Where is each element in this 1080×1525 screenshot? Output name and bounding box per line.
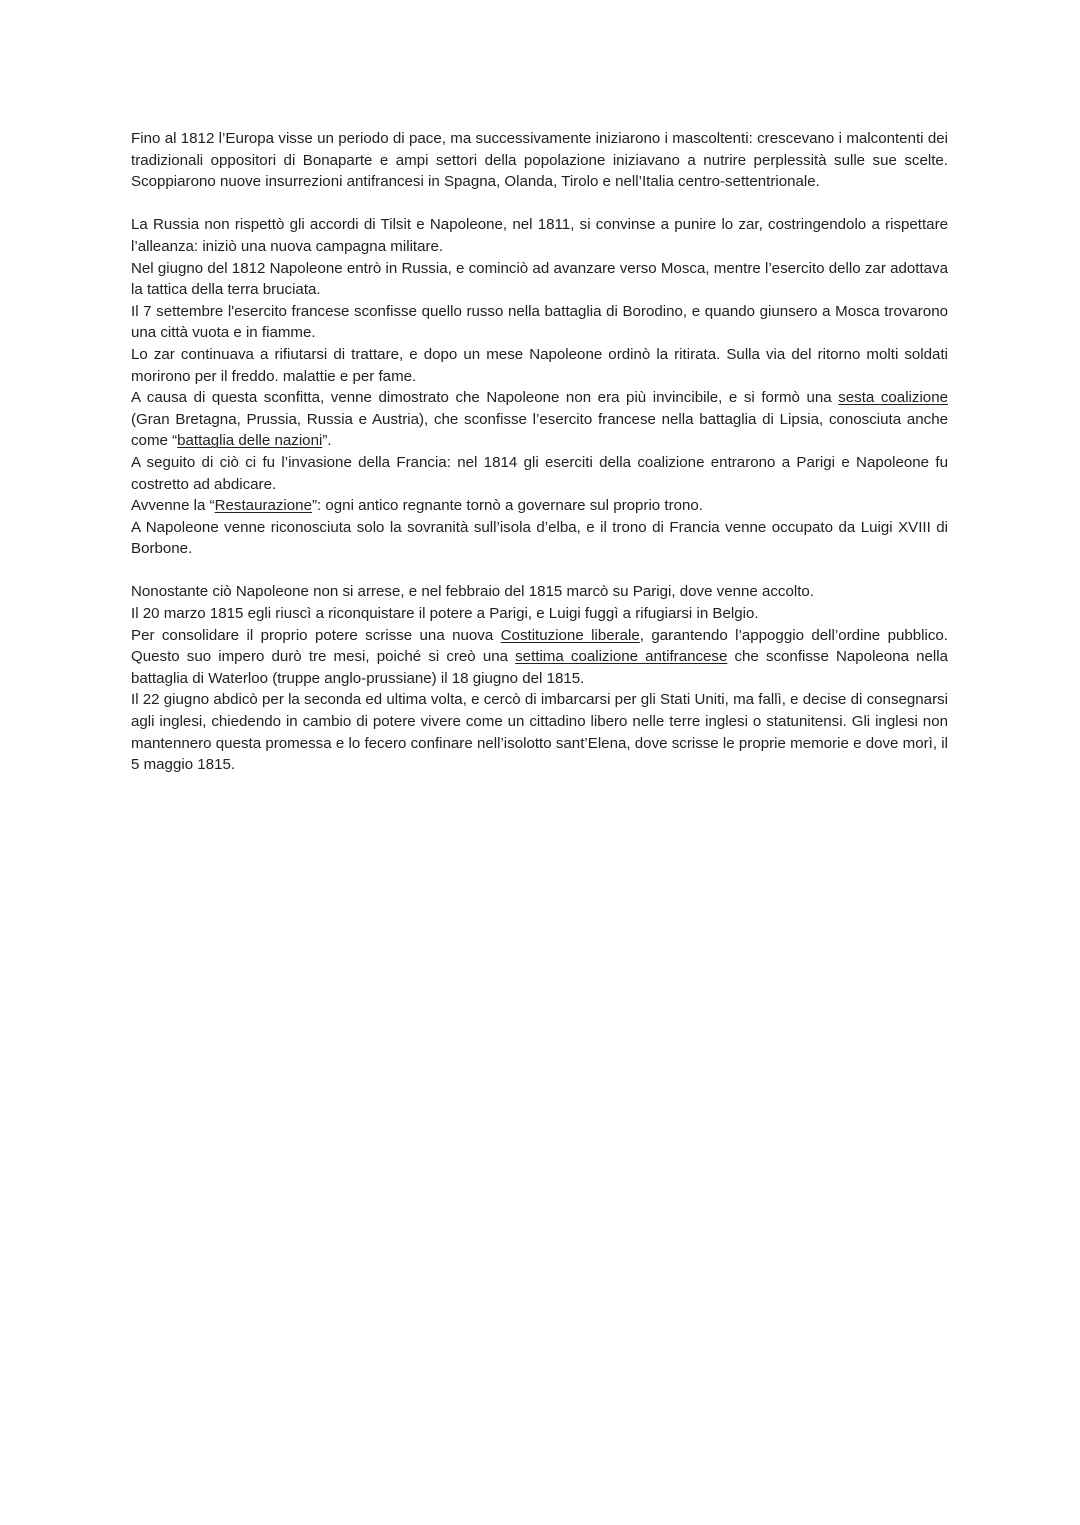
text-segment: Il 7 settembre l'esercito francese sconfisse quello russo nella battaglia di Borodino, e quando giunsero a Mosca trovarono una città vuota e in fiamme. xyxy=(131,302,948,342)
text-segment: ”. xyxy=(322,432,332,450)
text-segment: Fino al 1812 l’Europa visse un periodo di pace, ma successivamente iniziarono i mascoltenti: crescevano i malcontenti dei tradizionali oppositori di Bonaparte e ampi settori della popolazione iniziavano a nutrire perplessità sulle sue scelte. Scoppiarono nuove insurrezioni antifrancesi in Spagna, Olanda, Tirolo e nell’Italia centro-settentrionale. xyxy=(131,130,948,191)
paragraph-gap xyxy=(131,193,948,215)
text-segment: Avvenne la “ xyxy=(131,497,215,515)
text-segment: che sconfisse Napoleona nella battaglia di Waterloo (truppe anglo-prussiane) il 18 giugno del 1815. xyxy=(131,648,949,687)
paragraph-p7 xyxy=(131,452,948,495)
text-segment: (Gran Bretagna, Prussia, Russia e Austria), che sconfisse l’esercito francese nella battaglia di Lipsia, conosciuta anche come “ xyxy=(131,410,948,450)
paragraph-p12 xyxy=(131,625,948,690)
paragraph-p4 xyxy=(131,301,948,344)
paragraph-p13 xyxy=(131,689,948,775)
text-segment: A Napoleone venne riconosciuta solo la sovranità sull’isola d’elba, e il trono di Francia venne occupato da Luigi XVIII di Borbone. xyxy=(131,518,948,558)
text-segment: Per consolidare il proprio potere scrisse una nuova xyxy=(131,626,501,644)
text-segment: Lo zar continuava a rifiutarsi di trattare, e dopo un mese Napoleone ordinò la ritirata. Sulla via del ritorno molti soldati morirono per il freddo. malattie e per fame. xyxy=(131,345,948,385)
text-segment: Il 22 giugno abdicò per la seconda ed ultima volta, e cercò di imbarcarsi per gli Stati Uniti, ma fallì, e decise di consegnarsi agli inglesi, chiedendo in cambio di potere vivere come un cittadino libero nelle terre inglesi o statunitensi. Gli inglesi non mantennero questa promessa e lo fecero confinare nell’isolotto sant’Elena, dove scrisse le proprie memorie e dove morì, il 5 maggio 1815. xyxy=(131,691,948,774)
document-body xyxy=(131,128,948,776)
underlined-term: settima coalizione antifrancese xyxy=(515,648,728,666)
paragraph-p11 xyxy=(131,603,948,625)
paragraph-p1 xyxy=(131,128,948,193)
paragraph-p2 xyxy=(131,214,948,257)
paragraph-p8 xyxy=(131,495,948,517)
text-segment: Il 20 marzo 1815 egli riuscì a riconquistare il potere a Parigi, e Luigi fuggì a rifugiarsi in Belgio. xyxy=(131,605,759,623)
text-segment: , garantendo l’appoggio dell’ordine pubblico. Questo suo impero durò tre mesi, poiché si creò una xyxy=(131,626,948,666)
text-segment: Nonostante ciò Napoleone non si arrese, e nel febbraio del 1815 marcò su Parigi, dove venne accolto. xyxy=(131,583,814,601)
underlined-term: battaglia delle nazioni xyxy=(177,432,323,450)
underlined-term: sesta coalizione xyxy=(838,389,948,407)
paragraph-p5 xyxy=(131,344,948,387)
text-segment: ”: ogni antico regnante tornò a governare sul proprio trono. xyxy=(311,497,703,515)
text-segment: A causa di questa sconfitta, venne dimostrato che Napoleone non era più invincibile, e si formò una xyxy=(131,389,839,407)
paragraph-p3 xyxy=(131,258,948,301)
underlined-term: Restaurazione xyxy=(214,497,312,515)
paragraph-p6 xyxy=(131,387,948,452)
paragraph-p9 xyxy=(131,517,948,560)
underlined-term: Costituzione liberale xyxy=(500,626,640,644)
paragraph-gap xyxy=(131,560,948,582)
text-segment: La Russia non rispettò gli accordi di Tilsit e Napoleone, nel 1811, si convinse a punire lo zar, costringendolo a rispettare l’alleanza: iniziò una nuova campagna militare. xyxy=(131,216,948,255)
text-segment: A seguito di ciò ci fu l’invasione della Francia: nel 1814 gli eserciti della coalizione entrarono a Parigi e Napoleone fu costretto ad abdicare. xyxy=(131,453,948,493)
paragraph-p10 xyxy=(131,581,948,603)
text-segment: Nel giugno del 1812 Napoleone entrò in Russia, e cominciò ad avanzare verso Mosca, mentre l’esercito dello zar adottava la tattica della terra bruciata. xyxy=(131,259,948,299)
